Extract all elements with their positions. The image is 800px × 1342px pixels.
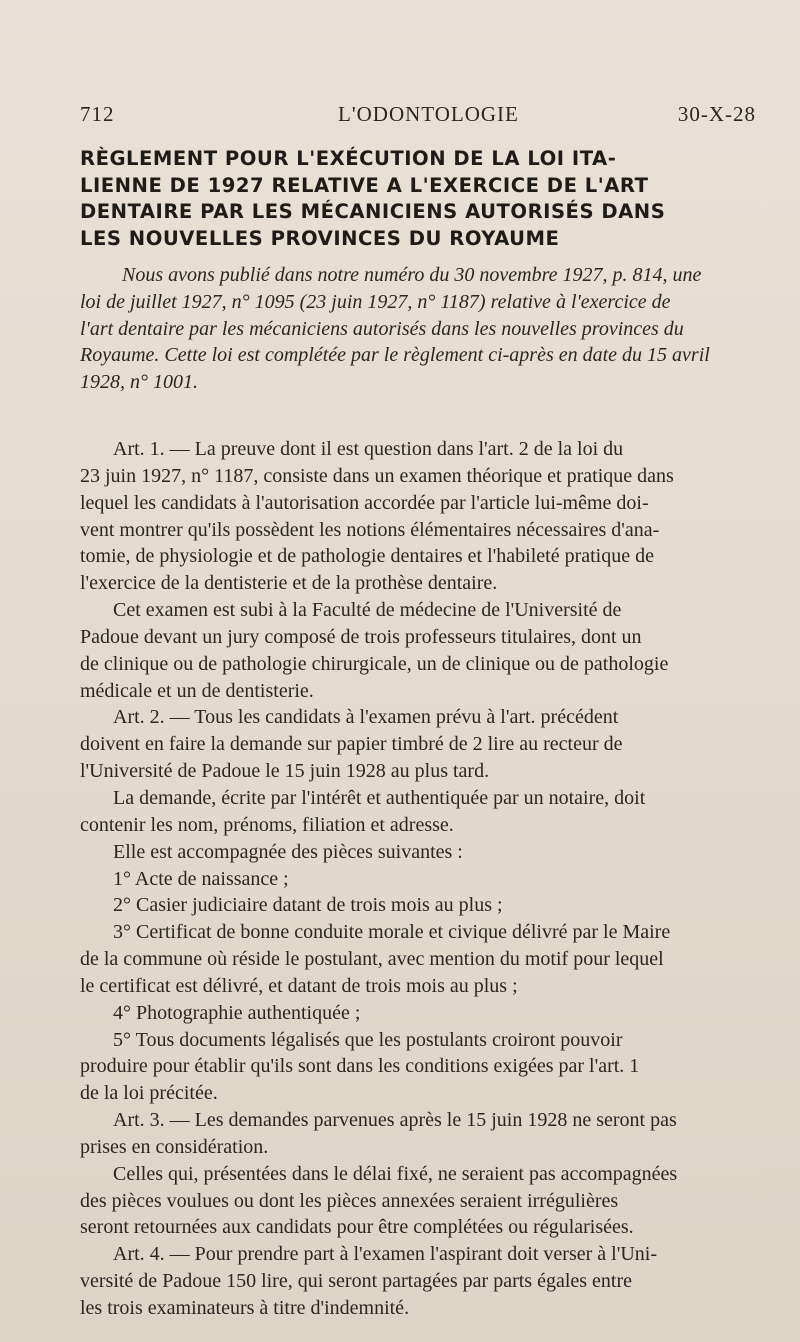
body-line: l'Université de Padoue le 15 juin 1928 au plus tard. [80, 760, 490, 783]
body-line: 23 juin 1927, n° 1187, consiste dans un examen théorique et pratique dans [80, 464, 674, 487]
page-number: 712 [80, 102, 115, 126]
body-line: Celles qui, présentées dans le délai fixé, ne seraient pas accompagnées [113, 1162, 678, 1185]
intro-paragraph [80, 262, 757, 396]
intro-line: Nous avons publié dans notre numéro du 30 novembre 1927, p. 814, une [122, 264, 702, 286]
body-line: Art. 4. — Pour prendre part à l'examen l'aspirant doit verser à l'Uni- [113, 1243, 657, 1266]
body-line: Art. 2. — Tous les candidats à l'examen prévu à l'art. précédent [113, 706, 619, 729]
title-line: RÈGLEMENT POUR L'EXÉCUTION DE LA LOI ITA- [80, 147, 617, 170]
article-title [80, 146, 760, 252]
body-line: La demande, écrite par l'intérêt et authentiquée par un notaire, doit [113, 786, 646, 809]
body-line: Art. 1. — La preuve dont il est question dans l'art. 2 de la loi du [113, 438, 624, 460]
body-text [80, 436, 758, 1322]
body-line: vent montrer qu'ils possèdent les notions élémentaires nécessaires d'ana- [80, 518, 660, 541]
body-line: 2° Casier judiciaire datant de trois mois au plus ; [113, 894, 503, 917]
body-line: 1° Acte de naissance ; [113, 867, 289, 890]
body-line: 4° Photographie authentiquée ; [113, 1001, 361, 1024]
body-line: le certificat est délivré, et datant de trois mois au plus ; [80, 974, 518, 997]
body-line: Cet examen est subi à la Faculté de médecine de l'Université de [113, 599, 622, 622]
body-line: médicale et un de dentisterie. [80, 679, 314, 702]
body-line: contenir les nom, prénoms, filiation et adresse. [80, 813, 454, 836]
intro-line: 1928, n° 1001. [80, 371, 198, 394]
body-line: Art. 3. — Les demandes parvenues après le 15 juin 1928 ne seront pas [113, 1109, 677, 1132]
body-line: versité de Padoue 150 lire, qui seront partagées par parts égales entre [80, 1270, 633, 1293]
body-line: de la commune où réside le postulant, avec mention du motif pour lequel [80, 948, 664, 971]
body-line: l'exercice de la dentisterie et de la prothèse dentaire. [80, 572, 498, 595]
intro-line: Royaume. Cette loi est complétée par le règlement ci-après en date du 15 avril [80, 344, 710, 367]
intro-line: loi de juillet 1927, n° 1095 (23 juin 1927, n° 1187) relative à l'exercice de [80, 290, 671, 313]
body-line: seront retournées aux candidats pour être complétées ou régularisées. [80, 1216, 634, 1239]
body-line: 5° Tous documents légalisés que les postulants croiront pouvoir [113, 1028, 623, 1051]
body-line: produire pour établir qu'ils sont dans les conditions exigées par l'art. 1 [80, 1055, 640, 1078]
body-line: des pièces voulues ou dont les pièces annexées seraient irrégulières [80, 1189, 619, 1212]
body-line: Padoue devant un jury composé de trois professeurs titulaires, dont un [80, 625, 642, 648]
title-line: LES NOUVELLES PROVINCES DU ROYAUME [80, 226, 560, 250]
body-line: Elle est accompagnée des pièces suivantes : [113, 840, 463, 863]
body-line: lequel les candidats à l'autorisation accordée par l'article lui-même doi- [80, 491, 649, 514]
body-line: prises en considération. [80, 1135, 269, 1158]
body-line: 3° Certificat de bonne conduite morale et civique délivré par le Maire [113, 921, 671, 944]
body-line: de la loi précitée. [80, 1082, 218, 1105]
title-line: LIENNE DE 1927 RELATIVE A L'EXERCICE DE L'ART [80, 173, 649, 197]
page-header [80, 102, 756, 134]
title-line: DENTAIRE PAR LES MÉCANICIENS AUTORISÉS DANS [80, 200, 666, 223]
body-line: tomie, de physiologie et de pathologie dentaires et l'habileté pratique de [80, 545, 654, 568]
issue-date: 30-X-28 [677, 102, 756, 126]
body-line: les trois examinateurs à titre d'indemnité. [80, 1297, 410, 1319]
running-head: L'ODONTOLOGIE [338, 102, 519, 126]
body-line: de clinique ou de pathologie chirurgicale, un de clinique ou de pathologie [80, 652, 669, 675]
body-line: doivent en faire la demande sur papier timbré de 2 lire au recteur de [80, 733, 623, 756]
intro-line: l'art dentaire par les mécaniciens autorisés dans les nouvelles provinces du [80, 317, 684, 340]
